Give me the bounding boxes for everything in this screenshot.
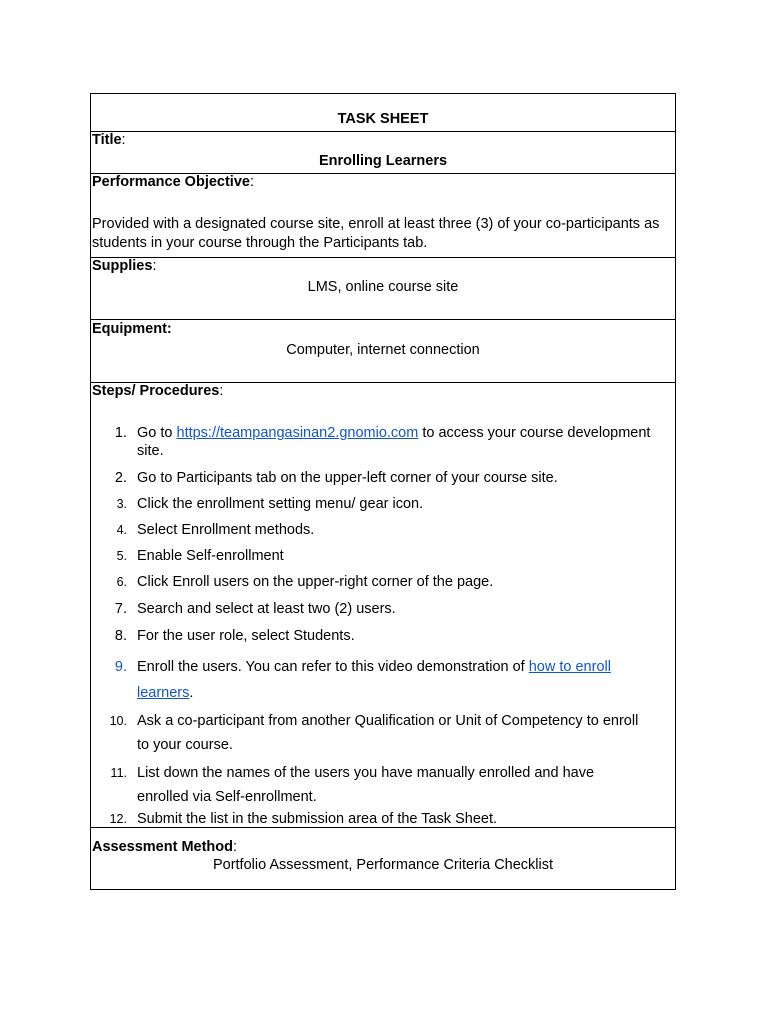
task-sheet-table (90, 93, 676, 890)
step-text: For the user role, select Students. (137, 628, 355, 644)
objective-label-wrap: Performance Objective: (92, 174, 254, 190)
step-text (137, 424, 671, 460)
step-number: 4. (116, 523, 127, 537)
step-number: 11. (110, 766, 127, 780)
assessment-row (91, 827, 675, 889)
step-text: Click the enrollment setting menu/ gear icon. (137, 496, 424, 512)
step-text-pre: Enroll the users. You can refer to this video demonstration of (137, 659, 529, 675)
objective-row (91, 173, 675, 257)
step-number: 7. (114, 601, 127, 617)
step-text (137, 654, 671, 706)
title-row (91, 131, 675, 173)
supplies-label-wrap: Supplies: (92, 258, 157, 274)
assessment-label: Assessment Method (92, 839, 234, 855)
step-number: 1. (114, 425, 127, 441)
step-text: Select Enrollment methods. (137, 522, 315, 538)
step-text-post: to access your course development site. (137, 425, 651, 459)
supplies-row (91, 257, 675, 319)
title-label-wrap: Title: (92, 132, 126, 148)
assessment-value: Portfolio Assessment, Performance Criteria Checklist (212, 857, 554, 873)
steps-label: Steps/ Procedures (92, 383, 220, 399)
objective-text: Provided with a designated course site, enroll at least three (3) of your co-participants as students in your course through the Participants tab. (92, 216, 660, 251)
title-label: Title (92, 132, 122, 148)
step-text (137, 761, 671, 809)
steps-row (91, 382, 675, 827)
step-number: 10. (109, 714, 127, 728)
title-value: Enrolling Learners (318, 153, 448, 169)
task-sheet-title: TASK SHEET (337, 111, 429, 127)
step-text: Submit the list in the submission area of the Task Sheet. (137, 811, 498, 827)
header-row (91, 94, 675, 131)
equipment-row (91, 319, 675, 382)
step-number: 12. (109, 812, 127, 826)
step-text-line1: Ask a co-participant from another Qualification or Unit of Competency to enroll (137, 713, 639, 729)
step-number: 2. (114, 470, 127, 486)
objective-label: Performance Objective (92, 174, 250, 190)
video-link-part2[interactable]: learners (137, 685, 190, 701)
steps-label-wrap: Steps/ Procedures: (92, 383, 224, 399)
step-number: 9. (114, 659, 127, 675)
step-text: Click Enroll users on the upper-right corner of the page. (137, 574, 494, 590)
step-number: 6. (116, 575, 127, 589)
step-text: Go to Participants tab on the upper-left corner of your course site. (137, 470, 558, 486)
course-site-link[interactable]: https://teampangasinan2.gnomio.com (176, 425, 419, 441)
video-link-part1[interactable]: how to enroll (528, 659, 611, 675)
assessment-label-wrap: Assessment Method: (92, 839, 238, 855)
step-text-pre: Go to (137, 425, 177, 441)
equipment-value: Computer, internet connection (286, 342, 480, 358)
step-text (137, 709, 671, 757)
step-number: 5. (116, 549, 127, 563)
supplies-label: Supplies (92, 258, 153, 274)
step-number: 8. (114, 628, 127, 644)
step-text-post: . (189, 685, 194, 701)
supplies-value: LMS, online course site (307, 279, 459, 295)
step-text: Search and select at least two (2) users. (137, 601, 396, 617)
step-number: 3. (116, 497, 127, 511)
equipment-label: Equipment: (92, 321, 172, 337)
step-text-line2: enrolled via Self-enrollment. (137, 789, 317, 805)
step-text-line1: List down the names of the users you have manually enrolled and have (137, 765, 595, 781)
step-text-line2: to your course. (137, 737, 233, 753)
step-text: Enable Self-enrollment (137, 548, 284, 564)
